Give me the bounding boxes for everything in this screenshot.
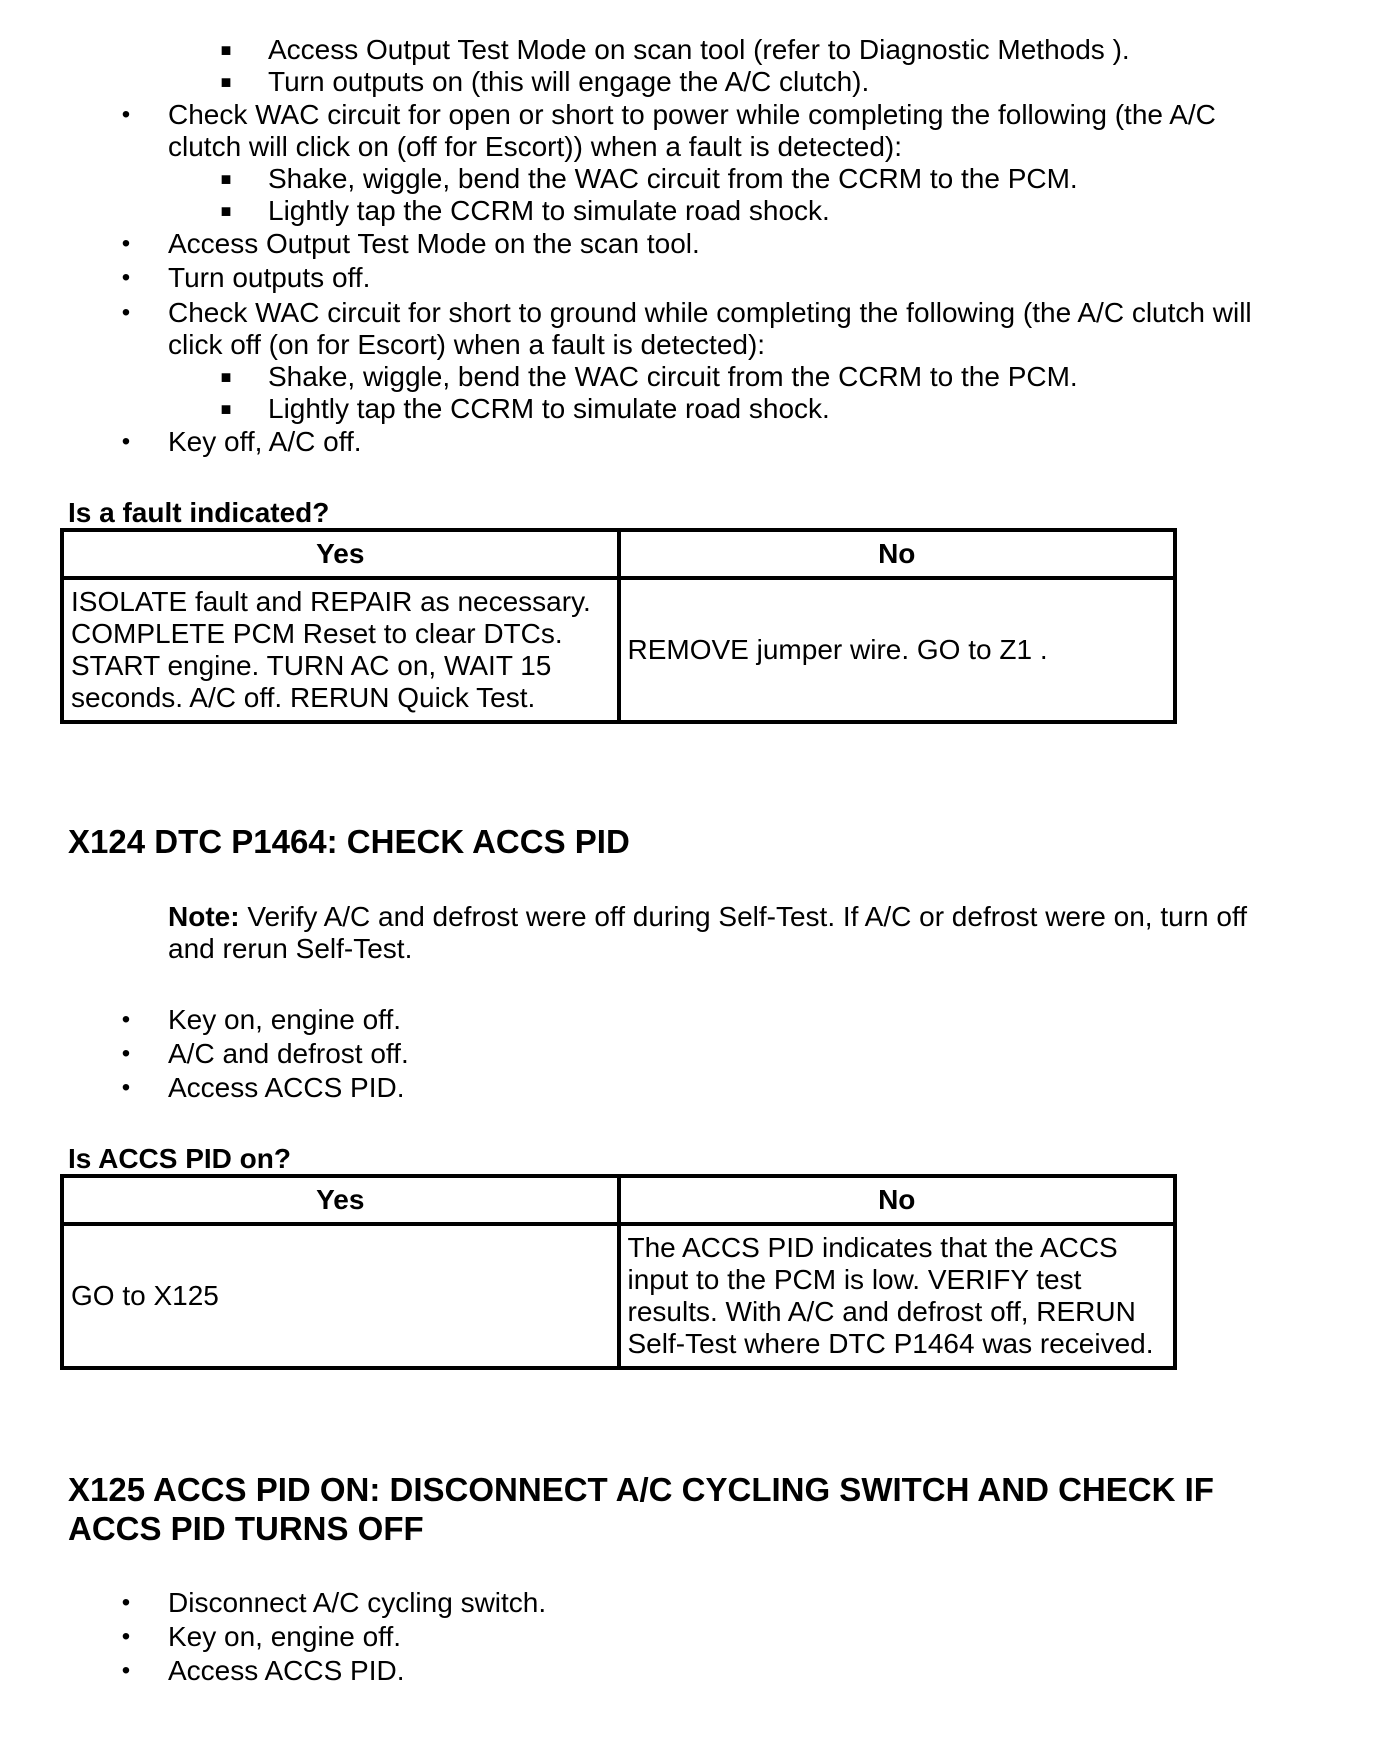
cell-line: COMPLETE PCM Reset to clear DTCs.: [71, 618, 563, 649]
list-item: Access Output Test Mode on scan tool (refer to Diagnostic Methods ).: [268, 34, 1130, 65]
round-bullet-icon: •: [121, 428, 131, 455]
note-line-continuation: and rerun Self-Test.: [168, 933, 413, 964]
round-bullet-icon: •: [121, 1006, 131, 1033]
section-heading-x124: X124 DTC P1464: CHECK ACCS PID: [68, 823, 630, 860]
square-bullet-icon: ■: [220, 40, 232, 60]
list-item: Shake, wiggle, bend the WAC circuit from the CCRM to the PCM.: [268, 361, 1078, 392]
yes-cell: [62, 578, 619, 722]
round-bullet-icon: •: [121, 1074, 131, 1101]
round-bullet-icon: •: [121, 264, 131, 291]
round-bullet-icon: •: [121, 1589, 131, 1616]
list-item: Access Output Test Mode on the scan tool.: [168, 228, 700, 259]
list-item: Access ACCS PID.: [168, 1655, 405, 1686]
square-bullet-icon: ■: [220, 169, 232, 189]
section-heading-x125-continuation: ACCS PID TURNS OFF: [68, 1510, 424, 1547]
cell-line: ISOLATE fault and REPAIR as necessary.: [71, 586, 591, 617]
list-item: Check WAC circuit for short to ground while completing the following (the A/C clutch will: [168, 297, 1252, 328]
cell-line: REMOVE jumper wire. GO to Z1 .: [627, 634, 1048, 665]
round-bullet-icon: •: [121, 1623, 131, 1650]
no-cell: [619, 1224, 1176, 1368]
list-item: Key on, engine off.: [168, 1621, 401, 1652]
cell-line: Self-Test where DTC P1464 was received.: [627, 1328, 1154, 1359]
round-bullet-icon: •: [121, 1040, 131, 1067]
cell-line: The ACCS PID indicates that the ACCS: [627, 1232, 1118, 1263]
no-column-header: No: [619, 1176, 1176, 1224]
square-bullet-icon: ■: [220, 399, 232, 419]
round-bullet-icon: •: [121, 1657, 131, 1684]
cell-line: input to the PCM is low. VERIFY test: [627, 1264, 1082, 1295]
list-item: Shake, wiggle, bend the WAC circuit from the CCRM to the PCM.: [268, 163, 1078, 194]
list-item-continuation: clutch will click on (off for Escort)) when a fault is detected):: [168, 131, 902, 162]
question-heading: Is ACCS PID on?: [68, 1143, 291, 1174]
round-bullet-icon: •: [121, 230, 131, 257]
no-cell: [619, 578, 1176, 722]
list-item: Key off, A/C off.: [168, 426, 362, 457]
list-item: Turn outputs off.: [168, 262, 371, 293]
list-item: Check WAC circuit for open or short to power while completing the following (the A/C: [168, 99, 1216, 130]
round-bullet-icon: •: [121, 299, 131, 326]
note-line: [168, 901, 1247, 933]
note-text: Verify A/C and defrost were off during Self-Test. If A/C or defrost were on, turn off: [239, 901, 1248, 932]
round-bullet-icon: •: [121, 101, 131, 128]
decision-table: [60, 1174, 1177, 1370]
cell-line: seconds. A/C off. RERUN Quick Test.: [71, 682, 536, 713]
list-item: Turn outputs on (this will engage the A/C clutch).: [268, 66, 870, 97]
list-item-continuation: click off (on for Escort) when a fault is detected):: [168, 329, 766, 360]
section-heading-x125: X125 ACCS PID ON: DISCONNECT A/C CYCLING SWITCH AND CHECK IF: [68, 1471, 1214, 1508]
square-bullet-icon: ■: [220, 72, 232, 92]
square-bullet-icon: ■: [220, 367, 232, 387]
cell-line: GO to X125: [71, 1280, 219, 1311]
cell-line: START engine. TURN AC on, WAIT 15: [71, 650, 552, 681]
yes-cell: [62, 1224, 619, 1368]
decision-table: [60, 528, 1177, 724]
cell-line: results. With A/C and defrost off, RERUN: [627, 1296, 1136, 1327]
list-item: Lightly tap the CCRM to simulate road shock.: [268, 195, 830, 226]
list-item: A/C and defrost off.: [168, 1038, 409, 1069]
list-item: Disconnect A/C cycling switch.: [168, 1587, 547, 1618]
no-column-header: No: [619, 530, 1176, 578]
square-bullet-icon: ■: [220, 201, 232, 221]
note-label: Note:: [168, 901, 240, 932]
yes-column-header: Yes: [62, 1176, 619, 1224]
list-item: Lightly tap the CCRM to simulate road shock.: [268, 393, 830, 424]
list-item: Key on, engine off.: [168, 1004, 401, 1035]
list-item: Access ACCS PID.: [168, 1072, 405, 1103]
question-heading: Is a fault indicated?: [68, 497, 330, 528]
yes-column-header: Yes: [62, 530, 619, 578]
